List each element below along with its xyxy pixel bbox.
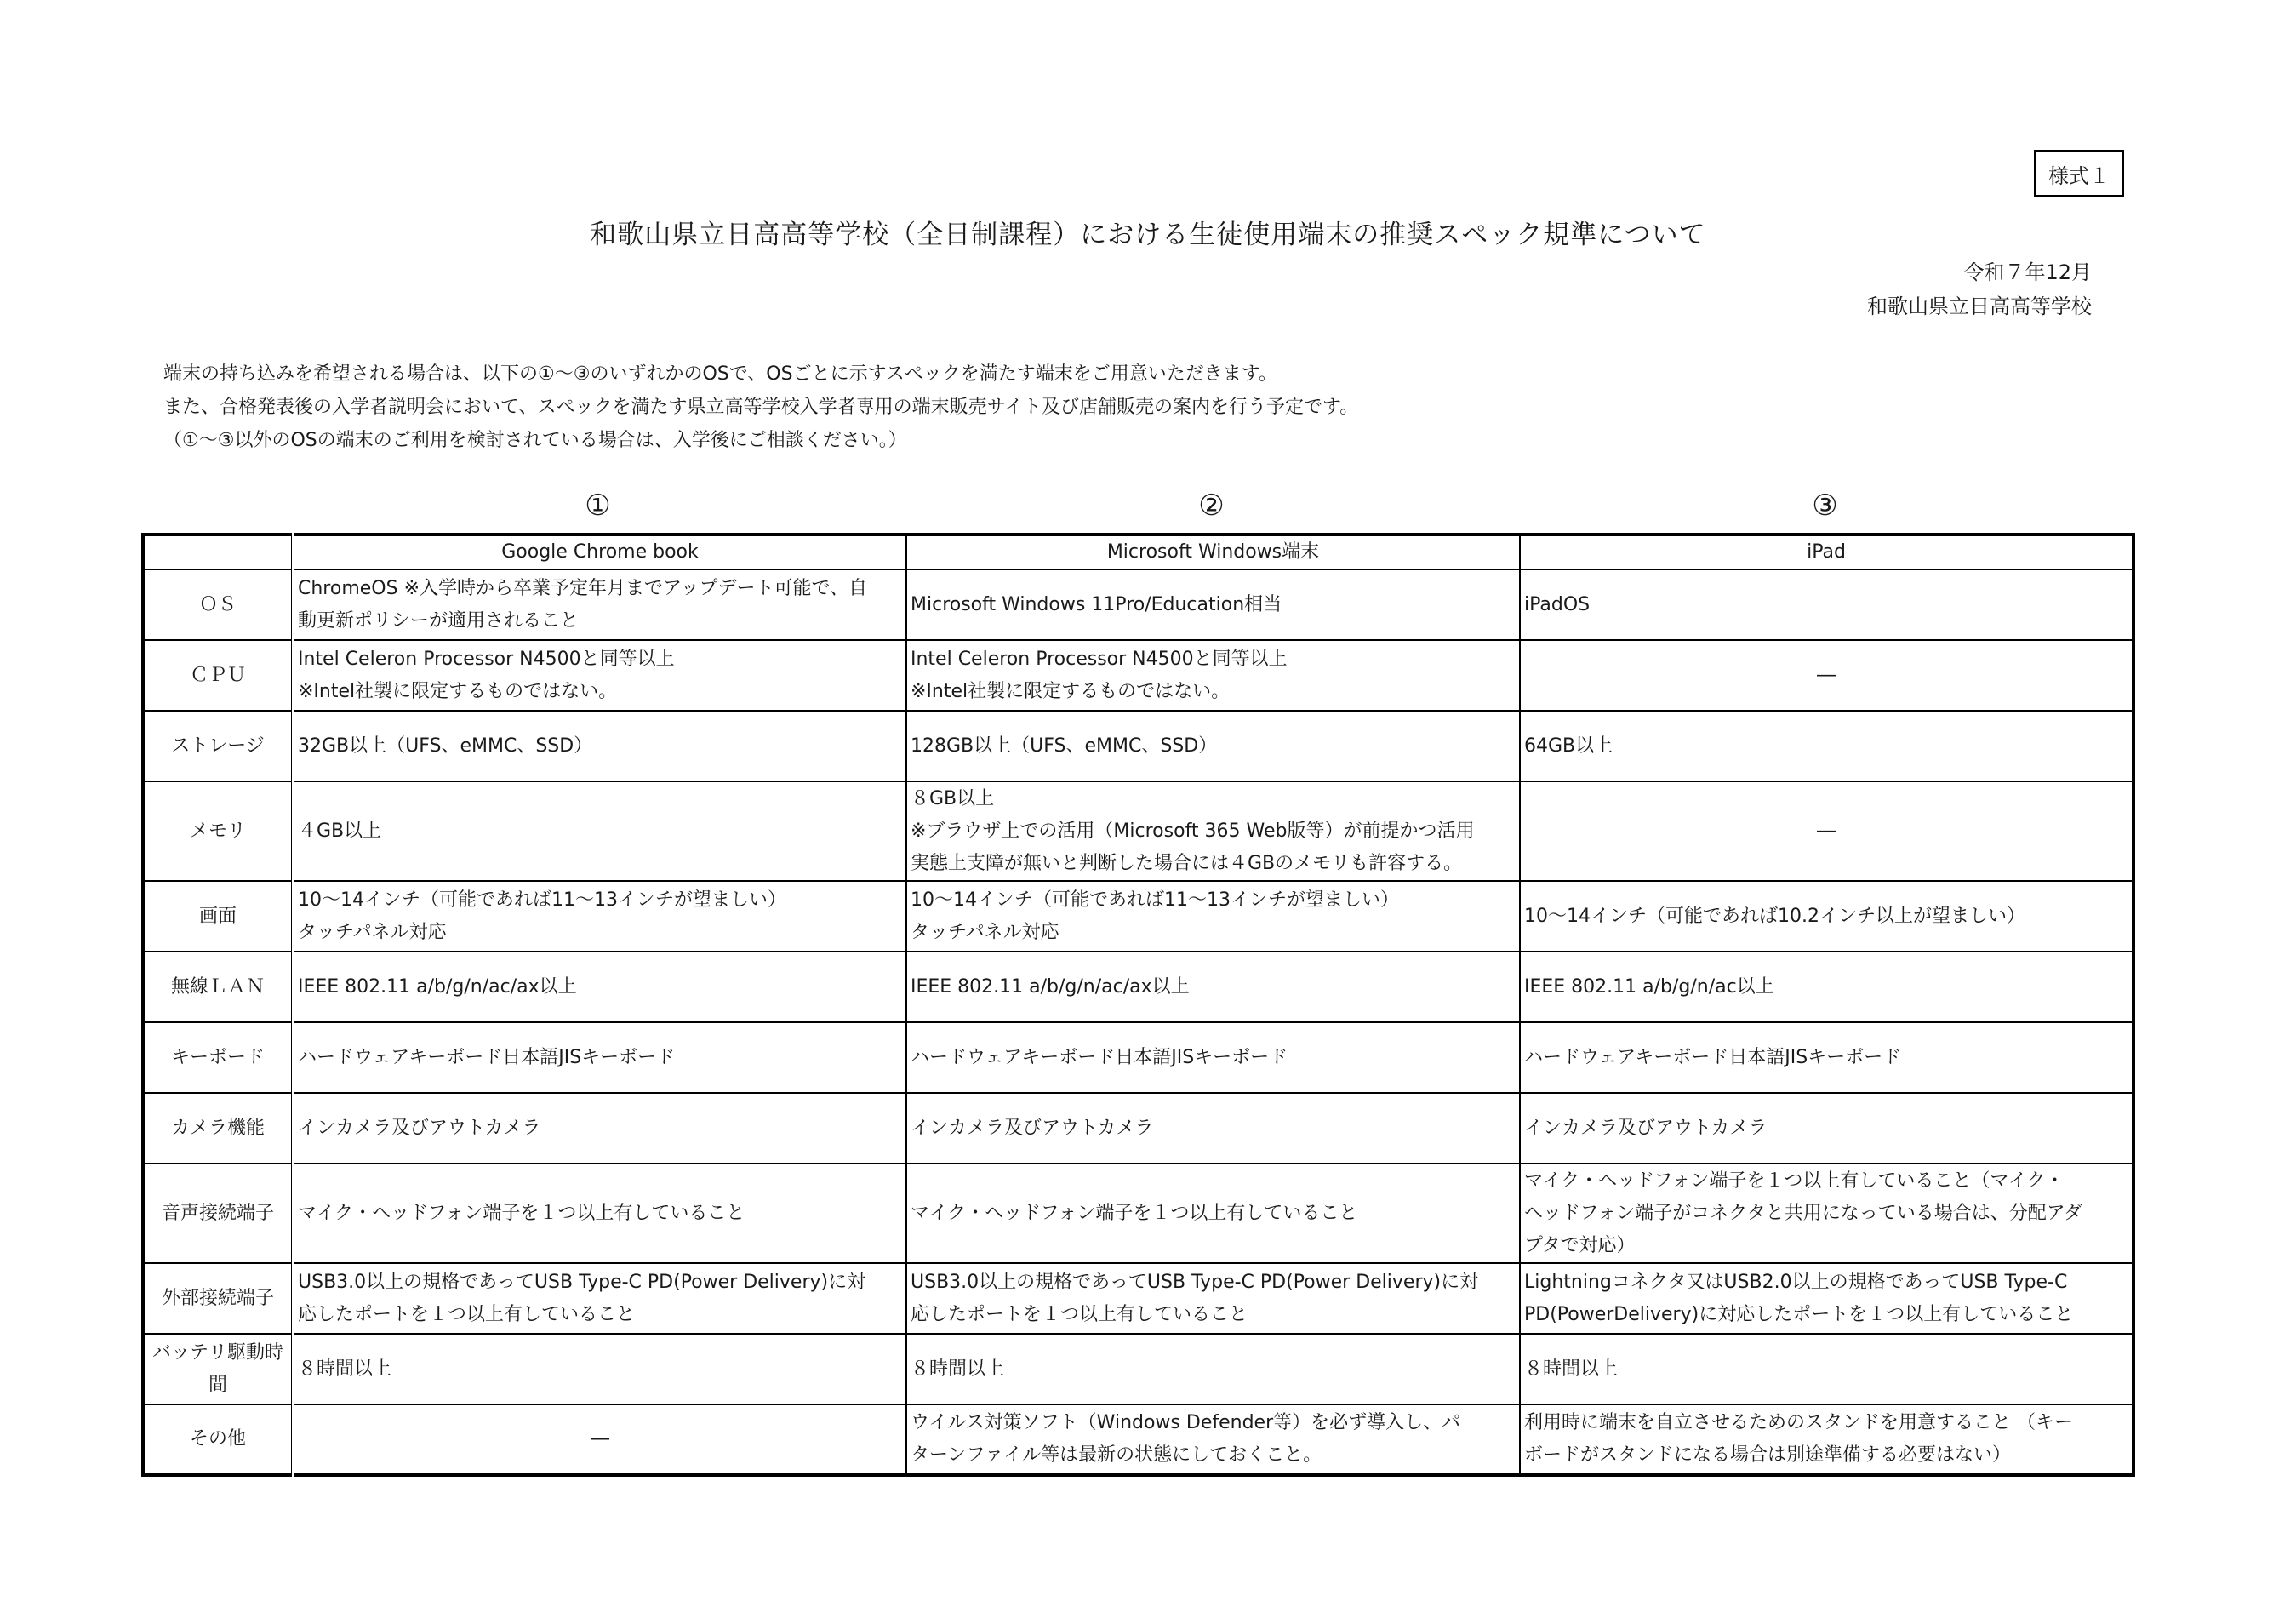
cell-text-line: ― <box>1817 820 1836 842</box>
cell-text-line: タッチパネル対応 <box>298 921 447 943</box>
column-number-1: ① <box>585 489 611 523</box>
cell-text-line: ウイルス対策ソフト（Windows Defender等）を必ず導入し、パ <box>911 1412 1461 1433</box>
cell-text-line: プタで対応） <box>1524 1234 1636 1256</box>
cell-text-line: ※ブラウザ上での活用（Microsoft 365 Web版等）が前提かつ活用 <box>911 820 1475 842</box>
cell-text-line: ターンファイル等は最新の状態にしておくこと。 <box>911 1444 1322 1466</box>
cell-text-line: 動更新ポリシーが適用されること <box>298 609 580 632</box>
row-label: 外部接続端子 <box>143 1263 293 1334</box>
page-title: 和歌山県立日高高等学校（全日制課程）における生徒使用端末の推奨スペック規準について <box>590 220 1706 250</box>
cell-text-line: Lightningコネクタ又はUSB2.0以上の規格であってUSB Type-C <box>1524 1271 2068 1293</box>
cell-text-line: インカメラ及びアウトカメラ <box>911 1117 1154 1139</box>
table-row <box>143 781 2133 881</box>
cell-text-line: インカメラ及びアウトカメラ <box>298 1117 541 1139</box>
spec-cell <box>293 1334 906 1404</box>
cell-text-line: ８時間以上 <box>1524 1358 1619 1380</box>
cell-text-line: ハードウェアキーボード日本語JISキーボード <box>1524 1046 1902 1068</box>
row-label: バッテリ駆動時間 <box>143 1334 293 1404</box>
spec-cell <box>1520 1093 2133 1164</box>
cell-text-line: マイク・ヘッドフォン端子を１つ以上有していること <box>298 1202 745 1224</box>
spec-cell <box>293 781 906 881</box>
spec-cell <box>293 952 906 1022</box>
row-label: 画面 <box>143 881 293 952</box>
cell-text-line: ボードがスタンドになる場合は別途準備する必要はない） <box>1524 1444 2012 1466</box>
cell-text-line: 128GB以上（UFS、eMMC、SSD） <box>911 735 1218 757</box>
spec-cell <box>906 781 1520 881</box>
spec-cell <box>1520 569 2133 640</box>
cell-text-line: ※Intel社製に限定するものではない。 <box>298 680 618 702</box>
spec-cell <box>1520 1164 2133 1263</box>
spec-cell <box>906 1164 1520 1263</box>
spec-cell <box>293 881 906 952</box>
spec-cell <box>906 1334 1520 1404</box>
table-row <box>143 1263 2133 1334</box>
spec-cell <box>293 569 906 640</box>
cell-text-line: ― <box>591 1428 609 1450</box>
cell-text-line: マイク・ヘッドフォン端子を１つ以上有していること（マイク・ <box>1524 1169 2065 1192</box>
row-label: 無線ＬＡＮ <box>143 952 293 1022</box>
cell-text-line: インカメラ及びアウトカメラ <box>1524 1117 1768 1139</box>
cell-text-line: Intel Celeron Processor N4500と同等以上 <box>298 648 675 670</box>
column-header: iPad <box>1520 535 2133 569</box>
spec-cell <box>906 569 1520 640</box>
row-label: カメラ機能 <box>143 1093 293 1164</box>
cell-text-line: ハードウェアキーボード日本語JISキーボード <box>911 1046 1288 1068</box>
corner-cell <box>143 535 293 569</box>
cell-text-line: 64GB以上 <box>1524 735 1613 757</box>
spec-cell <box>1520 640 2133 711</box>
cell-text-line: 応したポートを１つ以上有していること <box>911 1303 1248 1325</box>
cell-text-line: ８時間以上 <box>298 1358 392 1380</box>
column-number-3: ③ <box>1812 489 1838 523</box>
cell-text-line: iPadOS <box>1524 593 1591 615</box>
row-label: メモリ <box>143 781 293 881</box>
spec-cell <box>906 1093 1520 1164</box>
cell-text-line: IEEE 802.11 a/b/g/n/ac/ax以上 <box>298 975 577 998</box>
table-row <box>143 569 2133 640</box>
row-label: ＯＳ <box>143 569 293 640</box>
intro-line: （①～③以外のOSの端末のご利用を検討されている場合は、入学後にご相談ください。） <box>163 430 907 451</box>
spec-cell <box>906 952 1520 1022</box>
spec-cell <box>293 711 906 781</box>
spec-cell <box>293 1093 906 1164</box>
column-header: Microsoft Windows端末 <box>906 535 1520 569</box>
spec-cell <box>1520 781 2133 881</box>
spec-cell <box>293 1164 906 1263</box>
spec-cell <box>1520 1334 2133 1404</box>
spec-table <box>141 533 2135 1477</box>
spec-cell <box>1520 1022 2133 1093</box>
spec-cell <box>293 1263 906 1334</box>
cell-text-line: Intel Celeron Processor N4500と同等以上 <box>911 648 1288 670</box>
table-row <box>143 1022 2133 1093</box>
cell-text-line: 32GB以上（UFS、eMMC、SSD） <box>298 735 593 757</box>
spec-cell <box>906 1404 1520 1475</box>
cell-text-line: 応したポートを１つ以上有していること <box>298 1303 636 1325</box>
intro-line: また、合格発表後の入学者説明会において、スペックを満たす県立高等学校入学者専用の端末販売サイト及び店舗販売の案内を行う予定です。 <box>163 397 1359 418</box>
spec-cell <box>906 881 1520 952</box>
intro-paragraph <box>163 357 1358 457</box>
cell-text-line: ４GB以上 <box>298 820 382 842</box>
spec-cell <box>1520 881 2133 952</box>
table-row <box>143 1164 2133 1263</box>
spec-cell <box>293 1404 906 1475</box>
cell-text-line: ※Intel社製に限定するものではない。 <box>911 680 1231 702</box>
table-header-row <box>143 535 2133 569</box>
column-number-2: ② <box>1198 489 1225 523</box>
spec-cell <box>1520 711 2133 781</box>
issue-date: 令和７年12月 <box>1963 260 2092 284</box>
table-row <box>143 952 2133 1022</box>
row-label: その他 <box>143 1404 293 1475</box>
table-row <box>143 1093 2133 1164</box>
cell-text-line: ８GB以上 <box>911 787 995 809</box>
spec-cell <box>906 711 1520 781</box>
cell-text-line: USB3.0以上の規格であってUSB Type-C PD(Power Delivery)に対 <box>911 1271 1479 1293</box>
cell-text-line: PD(PowerDelivery)に対応したポートを１つ以上有していること <box>1524 1303 2074 1325</box>
spec-cell <box>293 640 906 711</box>
column-header: Google Chrome book <box>293 535 906 569</box>
row-label: ストレージ <box>143 711 293 781</box>
cell-text-line: ハードウェアキーボード日本語JISキーボード <box>298 1046 676 1068</box>
table-row <box>143 711 2133 781</box>
spec-cell <box>1520 1404 2133 1475</box>
spec-cell <box>906 1022 1520 1093</box>
cell-text-line: 利用時に端末を自立させるためのスタンドを用意すること （キー <box>1524 1412 2073 1433</box>
cell-text-line: IEEE 802.11 a/b/g/n/ac以上 <box>1524 975 1774 998</box>
spec-cell <box>906 640 1520 711</box>
cell-text-line: 実態上支障が無いと判断した場合には４GBのメモリも許容する。 <box>911 852 1463 874</box>
cell-text-line: 10～14インチ（可能であれば11～13インチが望ましい） <box>298 889 786 911</box>
cell-text-line: マイク・ヘッドフォン端子を１つ以上有していること <box>911 1202 1358 1224</box>
spec-cell <box>293 1022 906 1093</box>
table-row <box>143 640 2133 711</box>
cell-text-line: タッチパネル対応 <box>911 921 1059 943</box>
cell-text-line: ― <box>1817 664 1836 686</box>
intro-line: 端末の持ち込みを希望される場合は、以下の①～③のいずれかのOSで、OSごとに示すスペックを満たす端末をご用意いただきます。 <box>163 363 1277 385</box>
spec-cell <box>1520 952 2133 1022</box>
row-label: キーボード <box>143 1022 293 1093</box>
cell-text-line: Microsoft Windows 11Pro/Education相当 <box>911 593 1282 615</box>
cell-text-line: USB3.0以上の規格であってUSB Type-C PD(Power Delivery)に対 <box>298 1271 866 1293</box>
cell-text-line: 10～14インチ（可能であれば11～13インチが望ましい） <box>911 889 1399 911</box>
form-number-label: 様式１ <box>2034 150 2124 197</box>
spec-cell <box>906 1263 1520 1334</box>
table-row <box>143 1404 2133 1475</box>
table-row <box>143 881 2133 952</box>
spec-cell <box>1520 1263 2133 1334</box>
cell-text-line: ８時間以上 <box>911 1358 1005 1380</box>
row-label: 音声接続端子 <box>143 1164 293 1263</box>
cell-text-line: IEEE 802.11 a/b/g/n/ac/ax以上 <box>911 975 1190 998</box>
table-row <box>143 1334 2133 1404</box>
cell-text-line: 10～14インチ（可能であれば10.2インチ以上が望ましい） <box>1524 905 2025 927</box>
issuer-school: 和歌山県立日高高等学校 <box>1867 294 2092 318</box>
cell-text-line: ChromeOS ※入学時から卒業予定年月までアップデート可能で、自 <box>298 577 868 599</box>
row-label: ＣＰＵ <box>143 640 293 711</box>
cell-text-line: ヘッドフォン端子がコネクタと共用になっている場合は、分配アダ <box>1524 1202 2083 1224</box>
